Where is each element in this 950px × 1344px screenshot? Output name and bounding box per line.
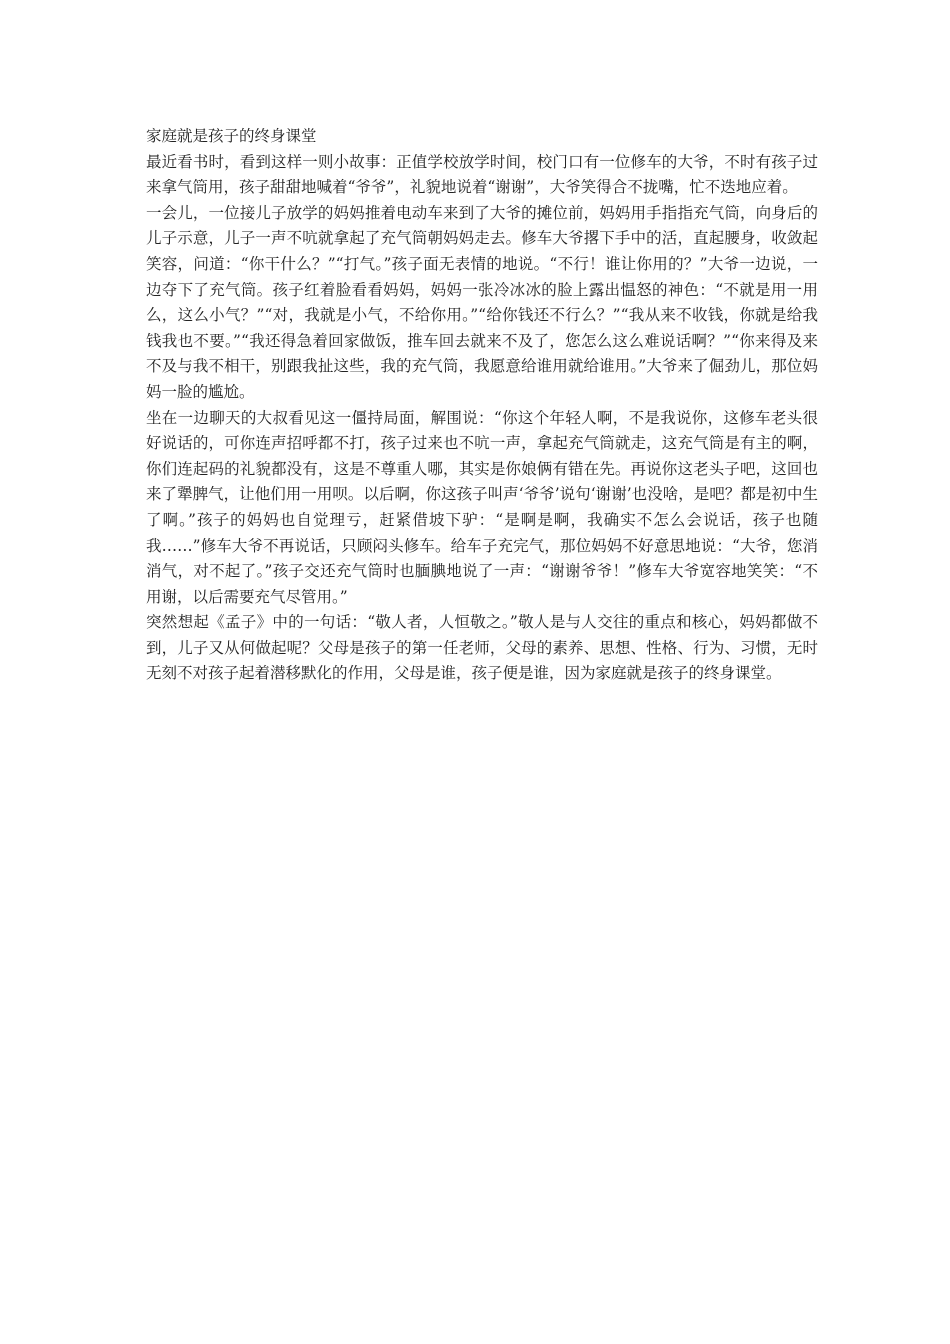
document-page [146, 124, 818, 687]
paragraph-4: 突然想起《孟子》中的一句话：“敬人者，人恒敬之。”敬人是与人交往的重点和核心，妈妈都做不到，儿子又从何做起呢？父母是孩子的第一任老师，父母的素养、思想、性格、行为、习惯，无时无刻不对孩子起着潜移默化的作用，父母是谁，孩子便是谁，因为家庭就是孩子的终身课堂。 [146, 613, 818, 683]
paragraph-2: 一会儿，一位接儿子放学的妈妈推着电动车来到了大爷的摊位前，妈妈用手指指充气筒，向身后的儿子示意，儿子一声不吭就拿起了充气筒朝妈妈走去。修车大爷撂下手中的活，直起腰身，收敛起笑容，问道：“你干什么？”“打气。”孩子面无表情的地说。“不行！谁让你用的？”大爷一边说，一边夺下了充气筒。孩子红着脸看看妈妈，妈妈一张冷冰冰的脸上露出愠怒的神色：“不就是用一用么，这么小气？”“对，我就是小气，不给你用。”“给你钱还不行么？”“我从来不收钱，你就是给我钱我也不要。”“我还得急着回家做饭，推车回去就来不及了，您怎么这么难说话啊？”“你来得及来不及与我不相干，别跟我扯这些，我的充气筒，我愿意给谁用就给谁用。”大爷来了倔劲儿，那位妈妈一脸的尴尬。 [146, 203, 818, 401]
document-title: 家庭就是孩子的终身课堂 [146, 127, 317, 145]
paragraph-1: 最近看书时，看到这样一则小故事：正值学校放学时间，校门口有一位修车的大爷，不时有孩子过来拿气筒用，孩子甜甜地喊着“爷爷”，礼貌地说着“谢谢”，大爷笑得合不拢嘴，忙不迭地应着。 [146, 152, 818, 197]
paragraph-3: 坐在一边聊天的大叔看见这一僵持局面，解围说：“你这个年轻人啊，不是我说你，这修车老头很好说话的，可你连声招呼都不打，孩子过来也不吭一声，拿起充气筒就走，这充气筒是有主的啊，你们连起码的礼貌都没有，这是不尊重人哪，其实是你娘俩有错在先。再说你这老头子吧，这回也来了犟脾气，让他们用一用呗。以后啊，你这孩子叫声‘爷爷’说句‘谢谢’也没啥，是吧？都是初中生了啊。”孩子的妈妈也自觉理亏，赶紧借坡下驴：“是啊是啊，我确实不怎么会说话，孩子也随我……”修车大爷不再说话，只顾闷头修车。给车子充完气，那位妈妈不好意思地说：“大爷，您消消气，对不起了。”孩子交还充气筒时也腼腆地说了一声：“谢谢爷爷！”修车大爷宽容地笑笑：“不用谢，以后需要充气尽管用。” [146, 408, 818, 606]
